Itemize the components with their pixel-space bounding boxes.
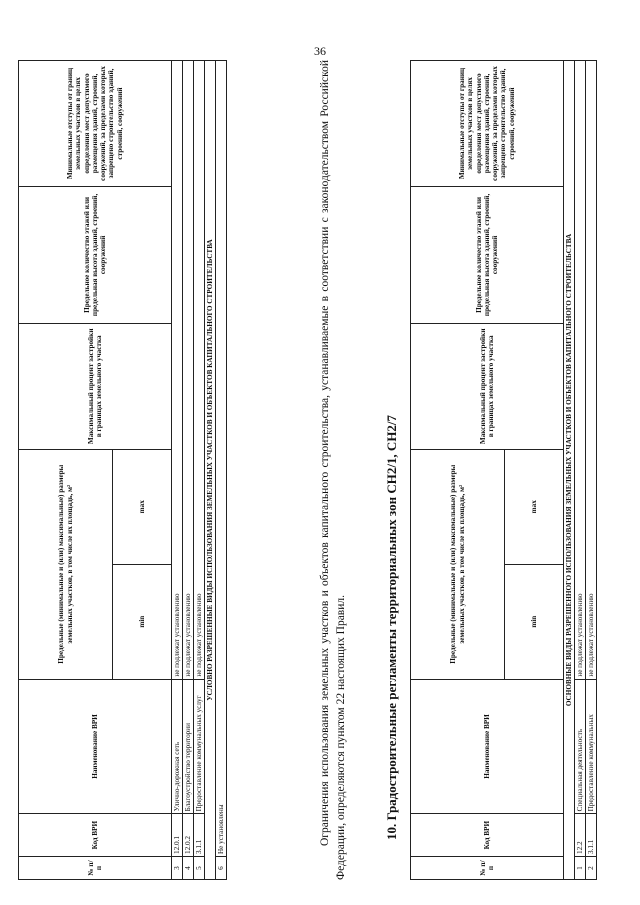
section-row-conditional bbox=[205, 61, 216, 880]
regulations-table-2 bbox=[410, 60, 597, 880]
row-name: Специальная деятельность bbox=[575, 679, 586, 814]
header-setback: Минимальные отступы от границ земельных участков в целях определения мест допустимого размещения зданий, строений, сооружений, за пределами которых запрещено строительство зданий, строений, сооружений bbox=[19, 61, 172, 187]
header-name: Наименование ВРИ bbox=[19, 679, 172, 814]
row-code: 12.2 bbox=[575, 814, 586, 857]
row-num: 5 bbox=[194, 857, 205, 880]
row-code: 12.0.2 bbox=[183, 814, 194, 857]
regulations-table-1 bbox=[18, 60, 227, 880]
row-num: 4 bbox=[183, 857, 194, 880]
page-number: 36 bbox=[314, 44, 326, 58]
restrictions-paragraph: Ограничения использования земельных участков и объектов капитального строительства, устанавливаемые в соответствии с законодательством Российской Федерации, определяются пунктом 22 настоящих Правил. bbox=[319, 60, 347, 880]
row-value: не подлежат установлению bbox=[172, 61, 183, 680]
header-percent: Максимальный процент застройки в границах земельного участка bbox=[19, 323, 172, 449]
table-row bbox=[183, 61, 194, 880]
row-value: не подлежат установлению bbox=[183, 61, 194, 680]
table-row bbox=[172, 61, 183, 880]
row-num: 3 bbox=[172, 857, 183, 880]
header-floors: Предельное количество этажей или предельная высота зданий, строений, сооружений bbox=[411, 186, 564, 323]
table-row bbox=[586, 61, 597, 880]
row-name: Предоставление коммунальных bbox=[586, 679, 597, 814]
header-size-group: Предельные (минимальные и (или) максимальные) размеры земельных участков, в том числе их площадь, м² bbox=[19, 449, 113, 679]
header-num: № п/п bbox=[411, 857, 564, 880]
row-num: 6 bbox=[216, 857, 227, 880]
header-floors: Предельное количество этажей или предельная высота зданий, строений, сооружений bbox=[19, 186, 172, 323]
row-name: Улично-дорожная сеть bbox=[172, 679, 183, 814]
header-name: Наименование ВРИ bbox=[411, 679, 564, 814]
header-num: № п/п bbox=[19, 857, 172, 880]
header-setback: Минимальные отступы от границ земельных участков в целях определения мест допустимого размещения зданий, строений, сооружений, за пределами которых запрещено строительство зданий, строений, сооружений bbox=[411, 61, 564, 187]
section-title-conditional: УСЛОВНО РАЗРЕШЕННЫЕ ВИДЫ ИСПОЛЬЗОВАНИЯ ЗЕМЕЛЬНЫХ УЧАСТКОВ И ОБЪЕКТОВ КАПИТАЛЬНОГО СТРОИТЕЛЬСТВА bbox=[205, 61, 216, 880]
row-name: Предоставление коммунальных услуг bbox=[194, 679, 205, 814]
section-heading: 10. Градостроительные регламенты территориальных зон СН2/1, СН2/7 bbox=[384, 414, 399, 840]
row-num: 2 bbox=[586, 857, 597, 880]
row-name: Благоустройство территории bbox=[183, 679, 194, 814]
table-header-row bbox=[19, 61, 113, 880]
row-code: 3.1.1 bbox=[586, 814, 597, 857]
row-num: 1 bbox=[575, 857, 586, 880]
row-code: 12.0.1 bbox=[172, 814, 183, 857]
header-percent: Максимальный процент застройки в границах земельного участка bbox=[411, 323, 564, 449]
header-size-group: Предельные (минимальные и (или) максимальные) размеры земельных участков, в том числе их площадь, м² bbox=[411, 449, 505, 679]
table-row bbox=[216, 61, 227, 880]
header-min: min bbox=[113, 564, 172, 679]
header-min: min bbox=[505, 564, 564, 679]
section-title-main: ОСНОВНЫЕ ВИДЫ РАЗРЕШЕННОГО ИСПОЛЬЗОВАНИЯ ЗЕМЕЛЬНЫХ УЧАСТКОВ И ОБЪЕКТОВ КАПИТАЛЬНОГО СТРОИТЕЛЬСТВА bbox=[564, 61, 575, 880]
row-value: не подлежат установлению bbox=[586, 61, 597, 680]
table-row bbox=[194, 61, 205, 880]
header-max: max bbox=[113, 449, 172, 564]
table-header-row bbox=[411, 61, 505, 880]
row-value: не подлежат установлению bbox=[575, 61, 586, 680]
section-row-main bbox=[564, 61, 575, 880]
header-code: Код ВРИ bbox=[19, 814, 172, 857]
header-max: max bbox=[505, 449, 564, 564]
row-value: не подлежат установлению bbox=[194, 61, 205, 680]
row-name: Не установлены bbox=[216, 61, 227, 857]
header-code: Код ВРИ bbox=[411, 814, 564, 857]
rotated-page-content bbox=[18, 60, 622, 880]
table-row bbox=[575, 61, 586, 880]
row-code: 3.1.1 bbox=[194, 814, 205, 857]
